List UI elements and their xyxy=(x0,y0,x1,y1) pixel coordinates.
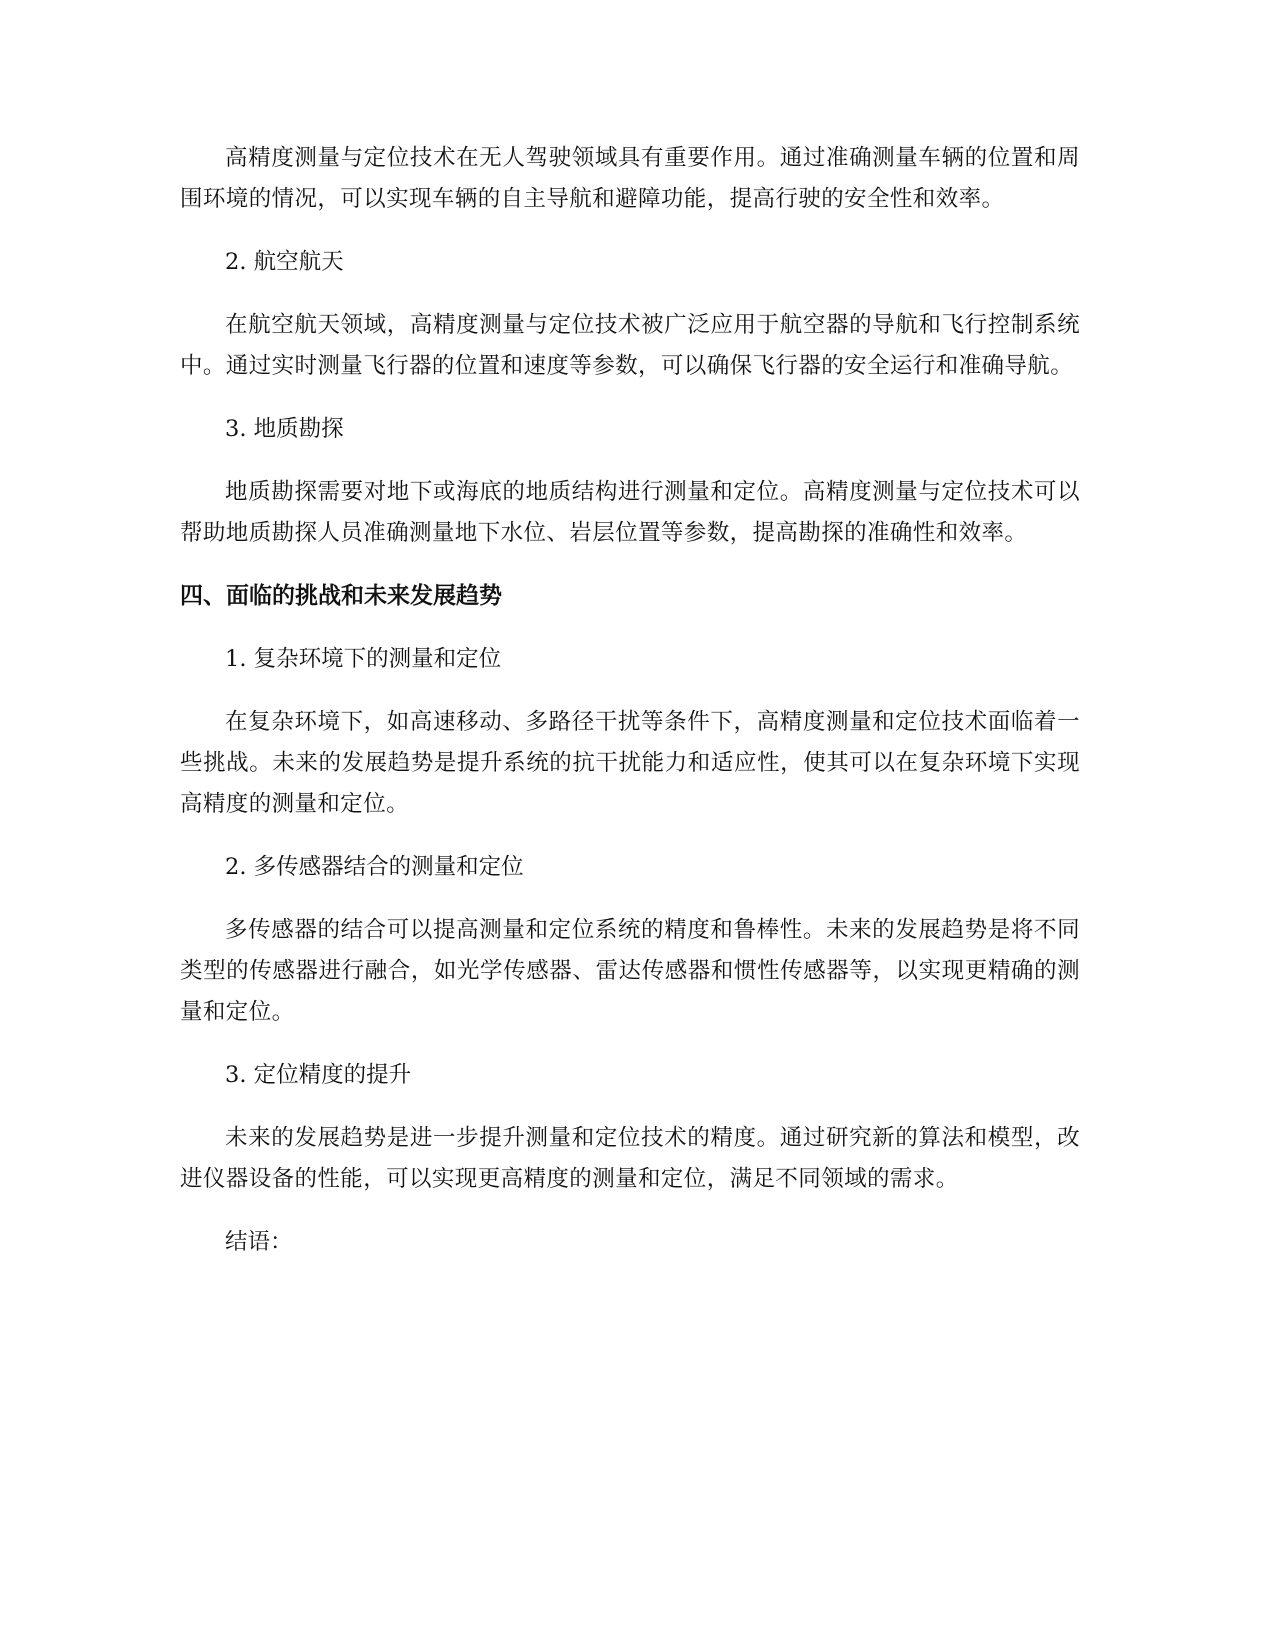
paragraph-multi-sensor: 多传感器的结合可以提高测量和定位系统的精度和鲁棒性。未来的发展趋势是将不同类型的传感器进行融合，如光学传感器、雷达传感器和惯性传感器等，以实现更精确的测量和定位。 xyxy=(180,917,1080,1025)
list-item-multi-sensor: 2. 多传感器结合的测量和定位 xyxy=(225,854,524,880)
list-item-geological-exploration: 3. 地质勘探 xyxy=(225,416,344,442)
paragraph-precision-improvement: 未来的发展趋势是进一步提升测量和定位技术的精度。通过研究新的算法和模型，改进仪器设备的性能，可以实现更高精度的测量和定位，满足不同领域的需求。 xyxy=(180,1125,1080,1192)
document-page xyxy=(180,138,1080,1285)
paragraph-geological-exploration: 地质勘探需要对地下或海底的地质结构进行测量和定位。高精度测量与定位技术可以帮助地质勘探人员准确测量地下水位、岩层位置等参数，提高勘探的准确性和效率。 xyxy=(180,479,1080,546)
list-item-precision-improvement: 3. 定位精度的提升 xyxy=(225,1062,412,1088)
paragraph-aerospace: 在航空航天领域，高精度测量与定位技术被广泛应用于航空器的导航和飞行控制系统中。通过实时测量飞行器的位置和速度等参数，可以确保飞行器的安全运行和准确导航。 xyxy=(180,312,1080,379)
section-heading-challenges: 四、面临的挑战和未来发展趋势 xyxy=(180,583,502,609)
list-item-complex-environment: 1. 复杂环境下的测量和定位 xyxy=(225,646,502,672)
list-item-aerospace: 2. 航空航天 xyxy=(225,249,344,275)
paragraph-autonomous-driving: 高精度测量与定位技术在无人驾驶领域具有重要作用。通过准确测量车辆的位置和周围环境的情况，可以实现车辆的自主导航和避障功能，提高行驶的安全性和效率。 xyxy=(180,145,1080,212)
conclusion-label: 结语： xyxy=(225,1229,293,1255)
paragraph-complex-environment: 在复杂环境下，如高速移动、多路径干扰等条件下，高精度测量和定位技术面临着一些挑战。未来的发展趋势是提升系统的抗干扰能力和适应性，使其可以在复杂环境下实现高精度的测量和定位。 xyxy=(180,709,1080,817)
